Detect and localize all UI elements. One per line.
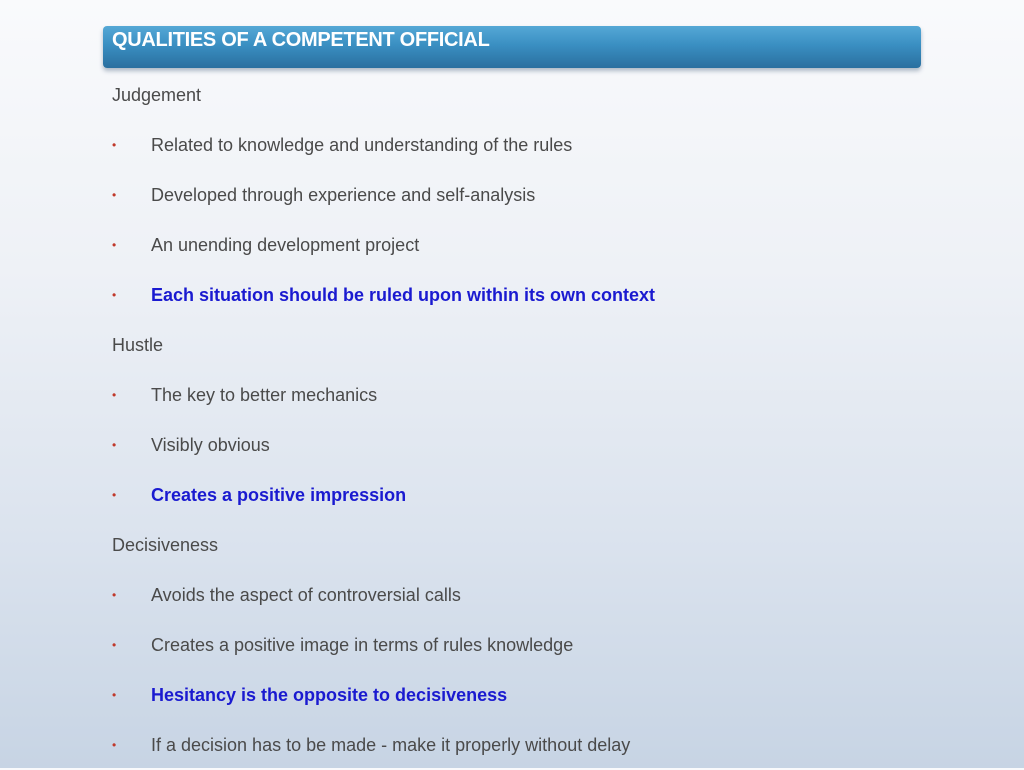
list-item-text: The key to better mechanics <box>151 384 378 405</box>
section-heading-hustle: Hustle <box>112 334 164 355</box>
list-item-text: Visibly obvious <box>151 434 270 455</box>
list-item-text: Hesitancy is the opposite to decisiveness <box>151 684 508 705</box>
list-item-text: Creates a positive impression <box>151 484 407 505</box>
bullet-icon: • <box>112 438 117 452</box>
bullet-icon: • <box>112 738 117 752</box>
slide-title-bar <box>103 26 921 68</box>
bullet-icon: • <box>112 488 117 502</box>
section-heading-decisiveness: Decisiveness <box>112 534 219 555</box>
list-item <box>112 370 912 420</box>
bullet-icon: • <box>112 288 117 302</box>
list-item <box>112 170 912 220</box>
list-item-emphasized <box>112 470 912 520</box>
list-item <box>112 720 912 770</box>
section-heading-judgement: Judgement <box>112 84 202 105</box>
bullet-icon: • <box>112 188 117 202</box>
list-item <box>112 420 912 470</box>
list-item <box>112 620 912 670</box>
bullet-icon: • <box>112 238 117 252</box>
bullet-icon: • <box>112 388 117 402</box>
list-item-emphasized <box>112 270 912 320</box>
slide-content <box>112 70 912 770</box>
list-item-text: Avoids the aspect of controversial calls <box>151 584 461 605</box>
list-item-text: Each situation should be ruled upon within its own context <box>151 284 656 305</box>
list-item <box>112 120 912 170</box>
bullet-icon: • <box>112 688 117 702</box>
list-item-text: Developed through experience and self-analysis <box>151 184 536 205</box>
bullet-icon: • <box>112 638 117 652</box>
list-item-text: Creates a positive image in terms of rules knowledge <box>151 634 574 655</box>
list-item <box>112 220 912 270</box>
bullet-icon: • <box>112 138 117 152</box>
bullet-icon: • <box>112 588 117 602</box>
list-item <box>112 570 912 620</box>
list-item-emphasized <box>112 670 912 720</box>
slide-title: QUALITIES OF A COMPETENT OFFICIAL <box>112 29 490 51</box>
list-item-text: Related to knowledge and understanding of the rules <box>151 134 573 155</box>
list-item-text: If a decision has to be made - make it properly without delay <box>151 734 631 755</box>
list-item-text: An unending development project <box>151 234 420 255</box>
